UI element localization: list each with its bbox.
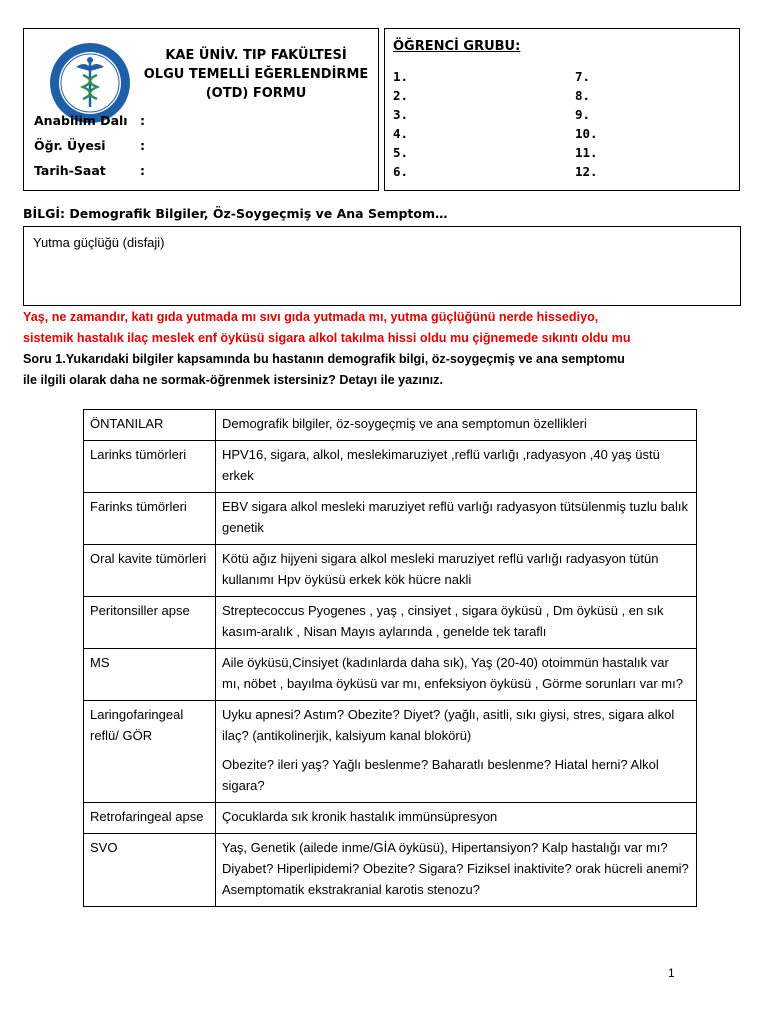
table-header-row bbox=[84, 410, 697, 441]
header-info-box bbox=[23, 28, 379, 191]
details-text: HPV16, sigara, alkol, meslekimaruziyet ,reflü varlığı ,radyasyon ,40 yaş üstü erkek bbox=[222, 447, 660, 483]
dx-cell: Peritonsiller apse bbox=[84, 597, 216, 649]
differential-diagnosis-table bbox=[83, 409, 697, 907]
student-list-right bbox=[575, 67, 598, 181]
info-box bbox=[23, 226, 741, 306]
student-slot[interactable]: 5. bbox=[393, 145, 409, 160]
question-line-1: Soru 1.Yukarıdaki bilgiler kapsamında bu hastanın demografik bilgi, öz-soygeçmiş ve ana semptomu bbox=[23, 352, 625, 366]
page-number: 1 bbox=[668, 966, 675, 980]
dx-cell: Laringofaringeal reflü/ GÖR bbox=[84, 701, 216, 803]
details-text: Çocuklarda sık kronik hastalık immünsüpresyon bbox=[222, 809, 498, 824]
student-slot[interactable]: 4. bbox=[393, 126, 409, 141]
student-slot[interactable]: 1. bbox=[393, 69, 409, 84]
student-group-box bbox=[384, 28, 740, 191]
datetime-value[interactable]: : bbox=[140, 163, 145, 178]
info-heading: BİLGİ: Demografik Bilgiler, Öz-Soygeçmiş ve Ana Semptom… bbox=[23, 206, 448, 221]
student-answer bbox=[23, 307, 753, 349]
dx-cell: Larinks tümörleri bbox=[84, 441, 216, 493]
details-text: Streptecoccus Pyogenes , yaş , cinsiyet , sigara öyküsü , Dm öyküsü , en sık kasım-aralık , Nisan Mayıs aylarında , genelde tek taraflı bbox=[222, 603, 664, 639]
details-text: Yaş, Genetik (ailede inme/GİA öyküsü), Hipertansiyon? Kalp hastalığı var mı? Diyabet? Hiperlipidemi? Obezite? Sigara? Fiziksel inaktivite? orak hücreli anemi? Asemptomatik ekstrakranial karotis stenozu? bbox=[222, 840, 689, 897]
answer-line-2: sistemik hastalık ilaç meslek enf öyküsü sigara alkol takılma hissi oldu mu çiğnemede sıkıntı oldu mu bbox=[23, 331, 631, 345]
table-row bbox=[84, 649, 697, 701]
student-slot[interactable]: 7. bbox=[575, 69, 591, 84]
dx-cell: Farinks tümörleri bbox=[84, 493, 216, 545]
datetime-label: Tarih-Saat bbox=[34, 163, 106, 178]
question-line-2: ile ilgili olarak daha ne sormak-öğrenmek istersiniz? Detayı ile yazınız. bbox=[23, 373, 443, 387]
details-text: Uyku apnesi? Astım? Obezite? Diyet? (yağlı, asitli, sıkı giysi, stres, sigara alkol ilaç? (antikolinerjik, kalsiyum kanal blokörü) bbox=[222, 707, 675, 743]
student-slot[interactable]: 10. bbox=[575, 126, 598, 141]
answer-line-1: Yaş, ne zamandır, katı gıda yutmada mı sıvı gıda yutmada mı, yutma güçlüğünü nerde hissediyo, bbox=[23, 310, 599, 324]
table-row bbox=[84, 597, 697, 649]
department-label: Anabilim Dalı bbox=[34, 113, 128, 128]
dx-cell: SVO bbox=[84, 834, 216, 907]
details-cell bbox=[216, 803, 697, 834]
table-row bbox=[84, 803, 697, 834]
table-row bbox=[84, 441, 697, 493]
details-cell bbox=[216, 441, 697, 493]
details-text: EBV sigara alkol mesleki maruziyet reflü varlığı radyasyon tütsülenmiş tuzlu balık genetik bbox=[222, 499, 689, 535]
student-slot[interactable]: 2. bbox=[393, 88, 409, 103]
student-list-left bbox=[393, 67, 408, 181]
title-line-2: OLGU TEMELLİ EĞERLENDİRME bbox=[143, 67, 369, 82]
details-text: Kötü ağız hijyeni sigara alkol mesleki maruziyet reflü varlığı radyasyon tütün kullanımı Hpv öyküsü erkek kök hücre nakli bbox=[222, 551, 659, 587]
dx-cell: MS bbox=[84, 649, 216, 701]
form-title bbox=[136, 46, 376, 103]
details-cell bbox=[216, 701, 697, 803]
table-row bbox=[84, 701, 697, 803]
header-cell-dx: ÖNTANILAR bbox=[84, 410, 216, 441]
chief-complaint-text: Yutma güçlüğü (disfaji) bbox=[33, 235, 165, 250]
table-row bbox=[84, 545, 697, 597]
table-row bbox=[84, 834, 697, 907]
details-cell bbox=[216, 834, 697, 907]
title-line-1: KAE ÜNİV. TIP FAKÜLTESİ bbox=[165, 48, 347, 63]
details-cell bbox=[216, 493, 697, 545]
student-slot[interactable]: 12. bbox=[575, 164, 598, 179]
dx-cell: Oral kavite tümörleri bbox=[84, 545, 216, 597]
student-slot[interactable]: 8. bbox=[575, 88, 591, 103]
student-slot[interactable]: 6. bbox=[393, 164, 409, 179]
dx-cell: Retrofaringeal apse bbox=[84, 803, 216, 834]
details-cell bbox=[216, 545, 697, 597]
student-slot[interactable]: 3. bbox=[393, 107, 409, 122]
details-cell bbox=[216, 649, 697, 701]
student-group-title: ÖĞRENCİ GRUBU: bbox=[393, 39, 521, 54]
student-slot[interactable]: 11. bbox=[575, 145, 598, 160]
student-slot[interactable]: 9. bbox=[575, 107, 591, 122]
header-cell-details: Demografik bilgiler, öz-soygeçmiş ve ana semptomun özellikleri bbox=[216, 410, 697, 441]
title-line-3: (OTD) FORMU bbox=[205, 86, 307, 101]
details-cell bbox=[216, 597, 697, 649]
details-text: Aile öyküsü,Cinsiyet (kadınlarda daha sık), Yaş (20-40) otoimmün hastalık var mı, nöbet , bayılma öyküsü var mı, enfeksiyon öyküsü , Görme sorunları var mı? bbox=[222, 655, 683, 691]
instructor-value[interactable]: : bbox=[140, 138, 145, 153]
question-1 bbox=[23, 349, 753, 391]
instructor-label: Öğr. Üyesi bbox=[34, 138, 106, 153]
details-text: Obezite? ileri yaş? Yağlı beslenme? Baharatlı beslenme? Hiatal herni? Alkol sigara? bbox=[222, 757, 659, 793]
department-value[interactable]: : bbox=[140, 113, 145, 128]
table-row bbox=[84, 493, 697, 545]
